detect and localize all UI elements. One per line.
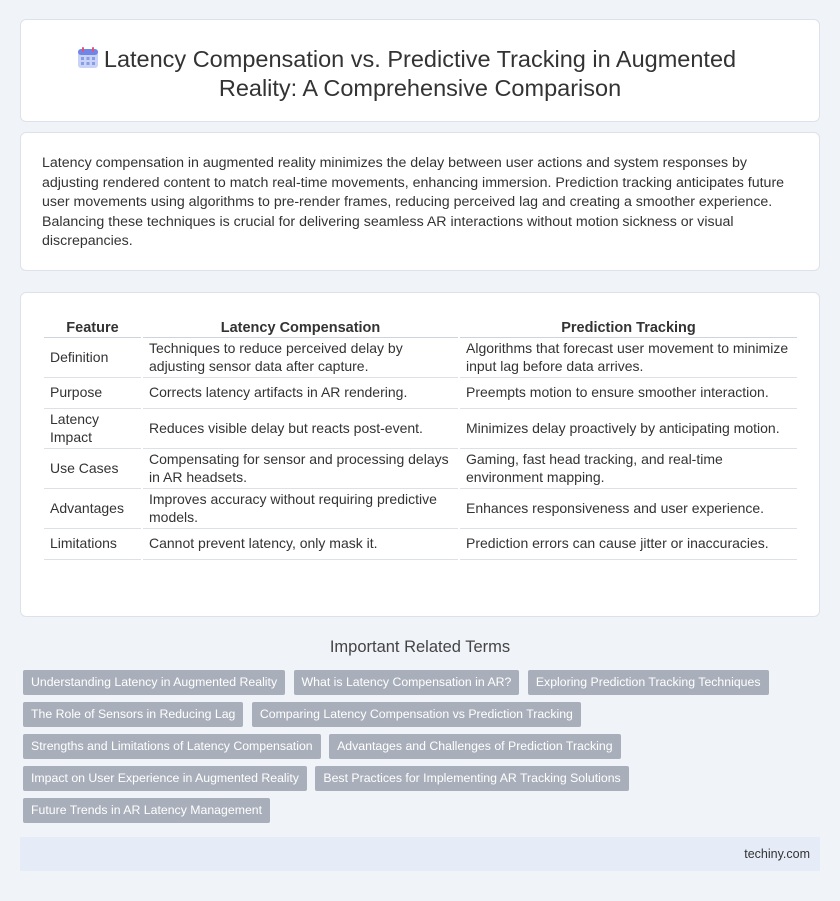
table-row — [44, 378, 797, 409]
table-cell: Techniques to reduce perceived delay by adjusting sensor data after capture. — [143, 338, 458, 378]
page-title-line-1: Latency Compensation vs. Predictive Tracking in Augmented — [103, 46, 737, 72]
footer — [20, 837, 820, 871]
table-row — [44, 449, 797, 489]
page-title-line-2: Reality: A Comprehensive Comparison — [218, 75, 622, 101]
footer-site-name[interactable]: techiny.com — [744, 847, 810, 861]
table-cell: Algorithms that forecast user movement to minimize input lag before data arrives. — [460, 338, 797, 378]
table-cell-feature: Definition — [44, 338, 141, 378]
table-cell: Cannot prevent latency, only mask it. — [143, 529, 458, 560]
related-term-tag[interactable]: Comparing Latency Compensation vs Prediction Tracking — [252, 702, 581, 727]
column-header-prediction-tracking: Prediction Tracking — [460, 316, 797, 338]
related-term-tag[interactable]: Strengths and Limitations of Latency Compensation — [23, 734, 321, 759]
table-row — [44, 529, 797, 560]
table-cell: Preempts motion to ensure smoother interaction. — [460, 378, 797, 409]
related-term-tag[interactable]: Best Practices for Implementing AR Tracking Solutions — [315, 766, 628, 791]
related-term-tag[interactable]: Future Trends in AR Latency Management — [23, 798, 270, 823]
page-title — [21, 45, 819, 103]
table-cell: Gaming, fast head tracking, and real-time environment mapping. — [460, 449, 797, 489]
table-cell: Prediction errors can cause jitter or inaccuracies. — [460, 529, 797, 560]
tag-row — [23, 702, 813, 734]
related-term-tag[interactable]: The Role of Sensors in Reducing Lag — [23, 702, 243, 727]
table-cell: Improves accuracy without requiring predictive models. — [143, 489, 458, 529]
table-cell: Reduces visible delay but reacts post-event. — [143, 409, 458, 449]
table-cell-feature: Limitations — [44, 529, 141, 560]
related-term-tag[interactable]: Advantages and Challenges of Prediction Tracking — [329, 734, 621, 759]
table-cell-feature: Purpose — [44, 378, 141, 409]
column-header-feature: Feature — [44, 316, 141, 338]
tag-row — [23, 734, 813, 766]
header-card — [20, 19, 820, 122]
table-cell-feature: Advantages — [44, 489, 141, 529]
related-term-tag[interactable]: Exploring Prediction Tracking Techniques — [528, 670, 769, 695]
tag-row — [23, 798, 813, 830]
comparison-table-card — [20, 292, 820, 617]
tag-row — [23, 766, 813, 798]
table-cell-feature: Latency Impact — [44, 409, 141, 449]
related-term-tag[interactable]: Impact on User Experience in Augmented Reality — [23, 766, 307, 791]
related-term-tag[interactable]: What is Latency Compensation in AR? — [294, 670, 520, 695]
table-cell: Compensating for sensor and processing delays in AR headsets. — [143, 449, 458, 489]
table-cell: Enhances responsiveness and user experience. — [460, 489, 797, 529]
table-row — [44, 409, 797, 449]
intro-card — [20, 132, 820, 271]
related-terms-heading: Important Related Terms — [329, 638, 511, 656]
related-terms-tags — [23, 670, 813, 830]
comparison-table — [42, 316, 799, 560]
related-term-tag[interactable]: Understanding Latency in Augmented Reality — [23, 670, 285, 695]
table-row — [44, 489, 797, 529]
intro-paragraph: Latency compensation in augmented reality minimizes the delay between user actions and system responses by adjusting rendered content to match real-time movements, enhancing immersion. Prediction tracking anticipates future user movements using algorithms to pre-render frames, reducing perceived lag and creating a smoother experience. Balancing these techniques is crucial for delivering seamless AR interactions without motion sickness or visual discrepancies. — [42, 155, 785, 250]
table-row — [44, 338, 797, 378]
column-header-latency-compensation: Latency Compensation — [143, 316, 458, 338]
table-cell: Corrects latency artifacts in AR rendering. — [143, 378, 458, 409]
table-cell-feature: Use Cases — [44, 449, 141, 489]
table-cell: Minimizes delay proactively by anticipating motion. — [460, 409, 797, 449]
tag-row — [23, 670, 813, 702]
table-header-row — [44, 316, 797, 338]
